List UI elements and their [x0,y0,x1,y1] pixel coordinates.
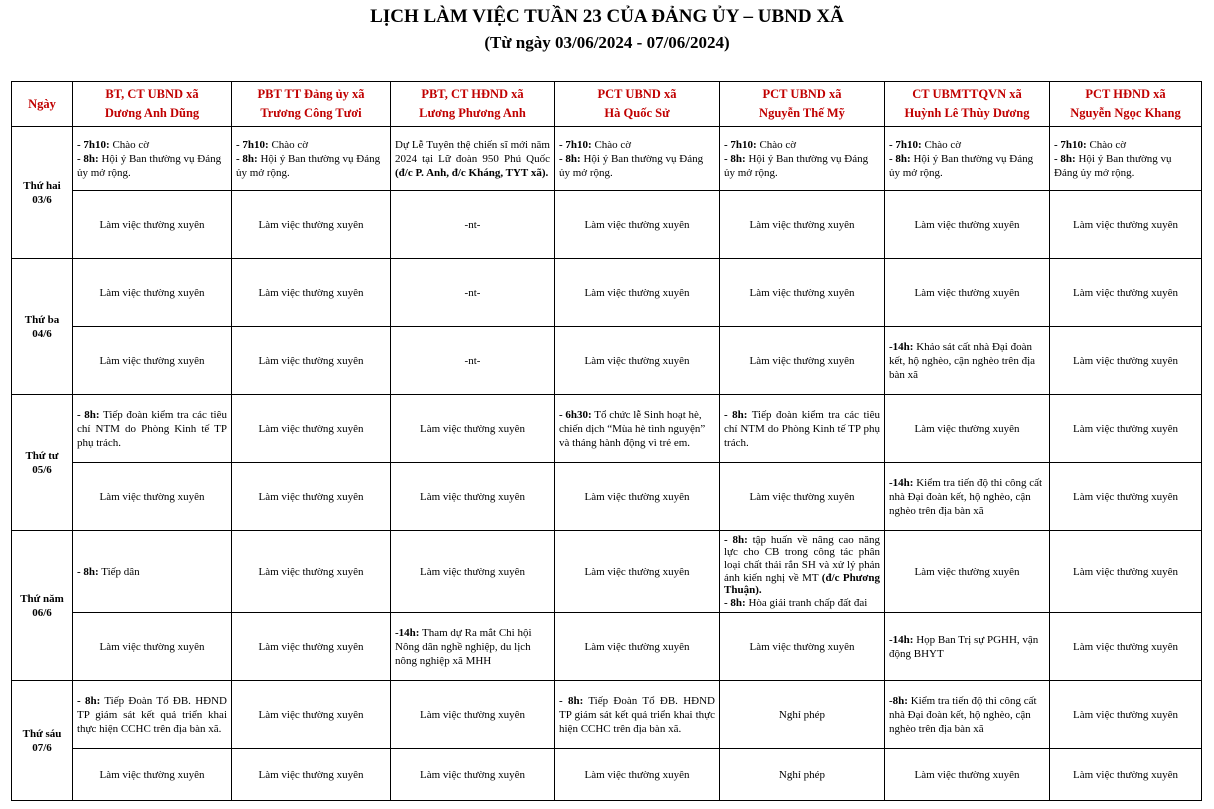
schedule-cell: Nghỉ phép [720,749,885,801]
schedule-cell: Làm việc thường xuyên [232,463,391,531]
schedule-cell: Làm việc thường xuyên [73,259,232,327]
schedule-cell: Làm việc thường xuyên [720,327,885,395]
schedule-cell: Làm việc thường xuyên [232,191,391,259]
schedule-cell: Làm việc thường xuyên [232,395,391,463]
header-col: CT UBMTTQVN xã Huỳnh Lê Thùy Dương [885,82,1050,127]
schedule-cell: -14h: Họp Ban Trị sự PGHH, vận động BHYT [885,613,1050,681]
schedule-cell: Làm việc thường xuyên [232,259,391,327]
schedule-cell: Làm việc thường xuyên [555,463,720,531]
page-title: LỊCH LÀM VIỆC TUẦN 23 CỦA ĐẢNG ỦY – UBND XÃ [370,6,844,27]
schedule-cell: Làm việc thường xuyên [232,749,391,801]
schedule-cell: Làm việc thường xuyên [885,395,1050,463]
schedule-cell: Làm việc thường xuyên [555,327,720,395]
table-row [12,259,1202,327]
schedule-cell: -14h: Khảo sát cất nhà Đại đoàn kết, hộ nghèo, cận nghèo trên địa bàn xã [885,327,1050,395]
schedule-cell: Làm việc thường xuyên [391,463,555,531]
schedule-cell: -nt- [391,259,555,327]
schedule-cell: - 7h10: Chào cờ - 8h: Hội ý Ban thường vụ Đảng ủy mở rộng. [73,127,232,191]
schedule-cell: Nghỉ phép [720,681,885,749]
schedule-cell: Làm việc thường xuyên [720,463,885,531]
schedule-cell: Làm việc thường xuyên [885,259,1050,327]
schedule-cell: Làm việc thường xuyên [555,259,720,327]
schedule-cell: Làm việc thường xuyên [1050,681,1202,749]
header-row [12,82,1202,127]
day-cell: Thứ hai 03/6 [12,127,73,259]
header-col: PBT, CT HĐND xã Lương Phương Anh [391,82,555,127]
header-col: PCT UBND xã Nguyễn Thế Mỹ [720,82,885,127]
schedule-cell: -14h: Kiểm tra tiến độ thi công cất nhà Đại đoàn kết, hộ nghèo, cận nghèo trên địa bàn xã [885,463,1050,531]
schedule-cell: - 8h: Tiếp đoàn kiểm tra các tiêu chí NTM do Phòng Kinh tế TP phụ trách. [73,395,232,463]
schedule-cell: - 7h10: Chào cờ - 8h: Hội ý Ban thường vụ Đảng ủy mở rộng. [555,127,720,191]
schedule-cell: Làm việc thường xuyên [1050,749,1202,801]
schedule-cell: Làm việc thường xuyên [73,191,232,259]
schedule-cell: Làm việc thường xuyên [1050,613,1202,681]
table-row [12,127,1202,191]
schedule-cell: - 7h10: Chào cờ - 8h: Hội ý Ban thường vụ Đảng ủy mở rộng. [720,127,885,191]
schedule-cell: Làm việc thường xuyên [73,327,232,395]
table-row [12,395,1202,463]
schedule-cell: Làm việc thường xuyên [555,749,720,801]
table-row [12,613,1202,681]
table-row [12,749,1202,801]
schedule-cell: - 7h10: Chào cờ - 8h: Hội ý Ban thường vụ Đảng ủy mở rộng. [232,127,391,191]
day-cell: Thứ năm 06/6 [12,531,73,681]
schedule-cell: Làm việc thường xuyên [555,613,720,681]
day-cell: Thứ ba 04/6 [12,259,73,395]
schedule-cell: Làm việc thường xuyên [720,613,885,681]
schedule-cell: Làm việc thường xuyên [391,749,555,801]
header-col: PBT TT Đảng ủy xã Trương Công Tươi [232,82,391,127]
day-cell: Thứ sáu 07/6 [12,681,73,801]
table-row [12,463,1202,531]
header-col: PCT UBND xã Hà Quốc Sử [555,82,720,127]
schedule-cell: -nt- [391,327,555,395]
schedule-cell: Dự Lễ Tuyên thệ chiến sĩ mới năm 2024 tại Lữ đoàn 950 Phú Quốc (đ/c P. Anh, đ/c Kháng, TYT xã). [391,127,555,191]
schedule-cell: - 7h10: Chào cờ - 8h: Hội ý Ban thường vụ Đảng ủy mở rộng. [885,127,1050,191]
schedule-cell: Làm việc thường xuyên [555,531,720,613]
schedule-cell: Làm việc thường xuyên [391,531,555,613]
schedule-cell: Làm việc thường xuyên [73,749,232,801]
schedule-cell: Làm việc thường xuyên [1050,463,1202,531]
schedule-cell: Làm việc thường xuyên [232,613,391,681]
schedule-cell: - 8h: tập huấn về nâng cao năng lực cho CB trong công tác phân loại chất thải rắn SH và xử lý phản ánh kiến nghị về MT (đ/c Phương Thuận). - 8h: Hòa giải tranh chấp đất đai [720,531,885,613]
schedule-cell: Làm việc thường xuyên [1050,531,1202,613]
schedule-cell: Làm việc thường xuyên [885,531,1050,613]
table-row [12,681,1202,749]
page-subtitle: (Từ ngày 03/06/2024 - 07/06/2024) [484,33,730,52]
header-day: Ngày [12,82,73,127]
table-row [12,327,1202,395]
schedule-cell: -14h: Tham dự Ra mắt Chi hội Nông dân nghề nghiệp, du lịch nông nghiệp xã MHH [391,613,555,681]
schedule-table [11,81,1202,801]
schedule-cell: Làm việc thường xuyên [391,681,555,749]
schedule-cell: Làm việc thường xuyên [555,191,720,259]
table-row [12,531,1202,613]
schedule-cell: Làm việc thường xuyên [720,259,885,327]
schedule-cell: Làm việc thường xuyên [232,327,391,395]
schedule-cell: - 6h30: Tổ chức lễ Sinh hoạt hè, chiến dịch “Mùa hè tình nguyện” và tháng hành động vì trẻ em. [555,395,720,463]
schedule-cell: Làm việc thường xuyên [720,191,885,259]
schedule-cell: Làm việc thường xuyên [73,463,232,531]
table-row [12,191,1202,259]
schedule-cell: - 8h: Tiếp đoàn kiểm tra các tiêu chí NTM do Phòng Kinh tế TP phụ trách. [720,395,885,463]
schedule-cell: -nt- [391,191,555,259]
schedule-cell: Làm việc thường xuyên [232,531,391,613]
schedule-cell: Làm việc thường xuyên [885,749,1050,801]
schedule-cell: - 8h: Tiếp dân [73,531,232,613]
schedule-cell: Làm việc thường xuyên [885,191,1050,259]
schedule-cell: - 8h: Tiếp Đoàn Tổ ĐB. HĐND TP giám sát kết quả triển khai thực hiện CCHC trên địa bàn xã. [555,681,720,749]
schedule-cell: Làm việc thường xuyên [1050,259,1202,327]
schedule-cell: -8h: Kiểm tra tiến độ thi công cất nhà Đại đoàn kết, hộ nghèo, cận nghèo trên địa bàn xã [885,681,1050,749]
schedule-cell: Làm việc thường xuyên [1050,191,1202,259]
schedule-cell: Làm việc thường xuyên [1050,395,1202,463]
schedule-cell: - 8h: Tiếp Đoàn Tổ ĐB. HĐND TP giám sát kết quả triển khai thực hiện CCHC trên địa bàn xã. [73,681,232,749]
header-col: PCT HĐND xã Nguyễn Ngọc Khang [1050,82,1202,127]
day-cell: Thứ tư 05/6 [12,395,73,531]
header-col: BT, CT UBND xã Dương Anh Dũng [73,82,232,127]
schedule-cell: Làm việc thường xuyên [1050,327,1202,395]
schedule-cell: Làm việc thường xuyên [73,613,232,681]
schedule-cell: Làm việc thường xuyên [232,681,391,749]
schedule-cell: - 7h10: Chào cờ - 8h: Hội ý Ban thường vụ Đảng ủy mở rộng. [1050,127,1202,191]
schedule-cell: Làm việc thường xuyên [391,395,555,463]
